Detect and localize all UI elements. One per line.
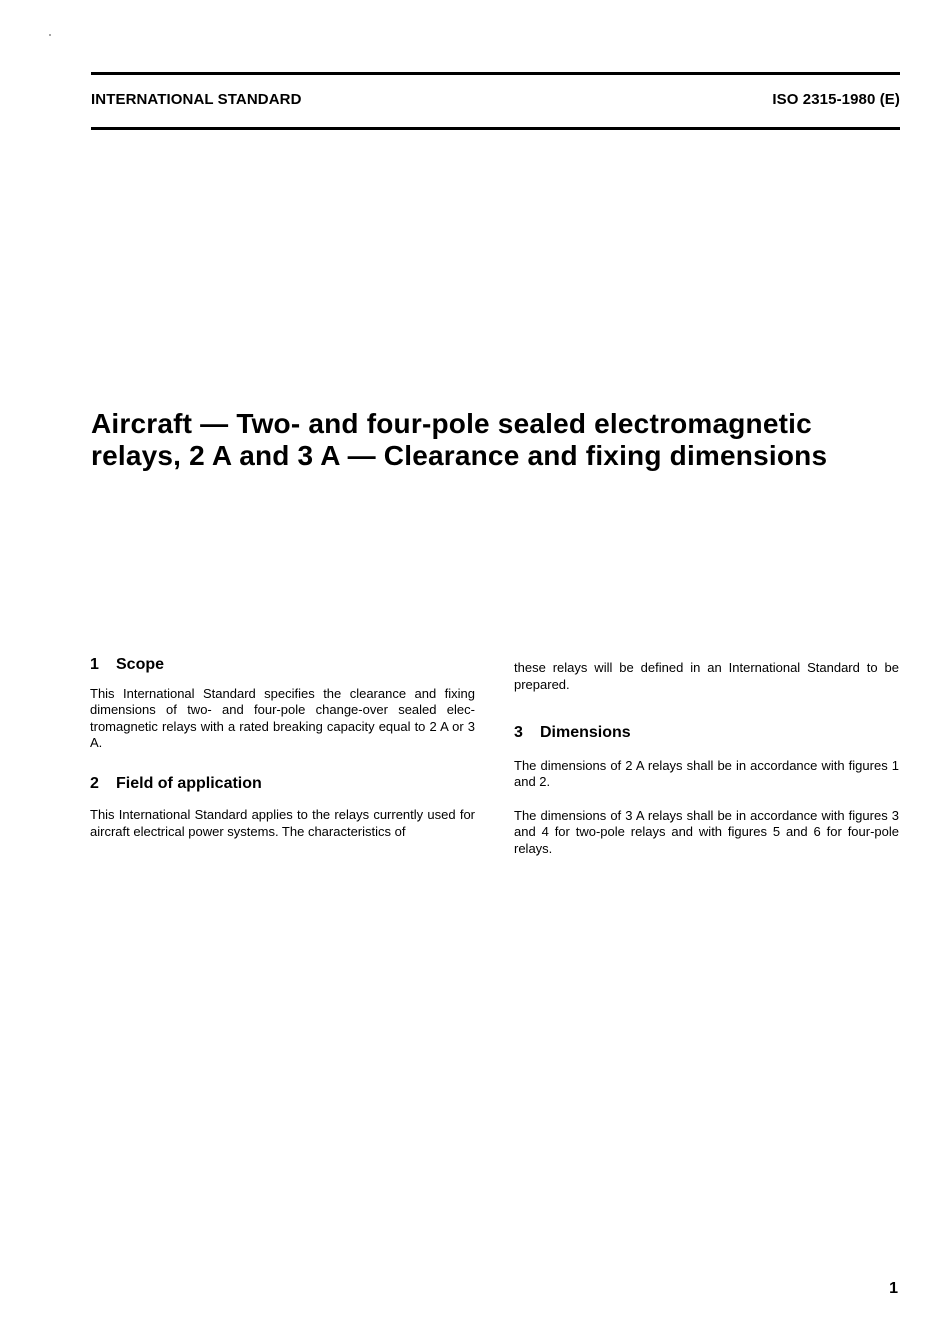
title-line-1: Aircraft — Two- and four-pole sealed electromagnetic [91, 408, 812, 439]
dimensions-paragraph-2: The dimensions of 3 A relays shall be in accordance with figures 3 and 4 for two-pole relays and with figures 5 and 6 for four-pole relays. [514, 807, 899, 856]
title-line-2: relays, 2 A and 3 A — Clearance and fixing dimensions [91, 440, 828, 471]
scan-speck [49, 34, 51, 36]
document-type-label: INTERNATIONAL STANDARD [91, 91, 302, 108]
header-top-rule [91, 72, 900, 75]
section-number: 1 [90, 656, 99, 673]
section-number: 3 [514, 724, 523, 741]
section-title: Field of application [116, 774, 262, 792]
section-title: Scope [116, 656, 165, 673]
field-of-application-paragraph: This International Standard applies to the relays currently used for aircraft electrical power systems. The characteristics of [90, 807, 475, 839]
section-heading-scope [90, 657, 475, 674]
section-heading-dimensions [514, 725, 899, 742]
section-number: 2 [90, 774, 99, 792]
scope-paragraph: This International Standard specifies the clearance and fixing dimensions of two- and four-pole change-over sealed elec-tromagnetic relays with a rated breaking capacity equal to 2 A or 3 A. [90, 685, 475, 750]
document-title [91, 408, 911, 472]
section-heading-field-of-application [90, 776, 475, 793]
standard-number: ISO 2315-1980 (E) [772, 91, 900, 108]
page-number: 1 [889, 1280, 898, 1297]
section-title: Dimensions [540, 724, 631, 741]
left-column [90, 657, 475, 840]
right-column [514, 660, 899, 857]
field-of-application-continuation: these relays will be defined in an International Standard to be prepared. [514, 660, 899, 692]
dimensions-paragraph-1: The dimensions of 2 A relays shall be in accordance with figures 1 and 2. [514, 757, 899, 789]
header-bottom-rule [91, 127, 900, 130]
